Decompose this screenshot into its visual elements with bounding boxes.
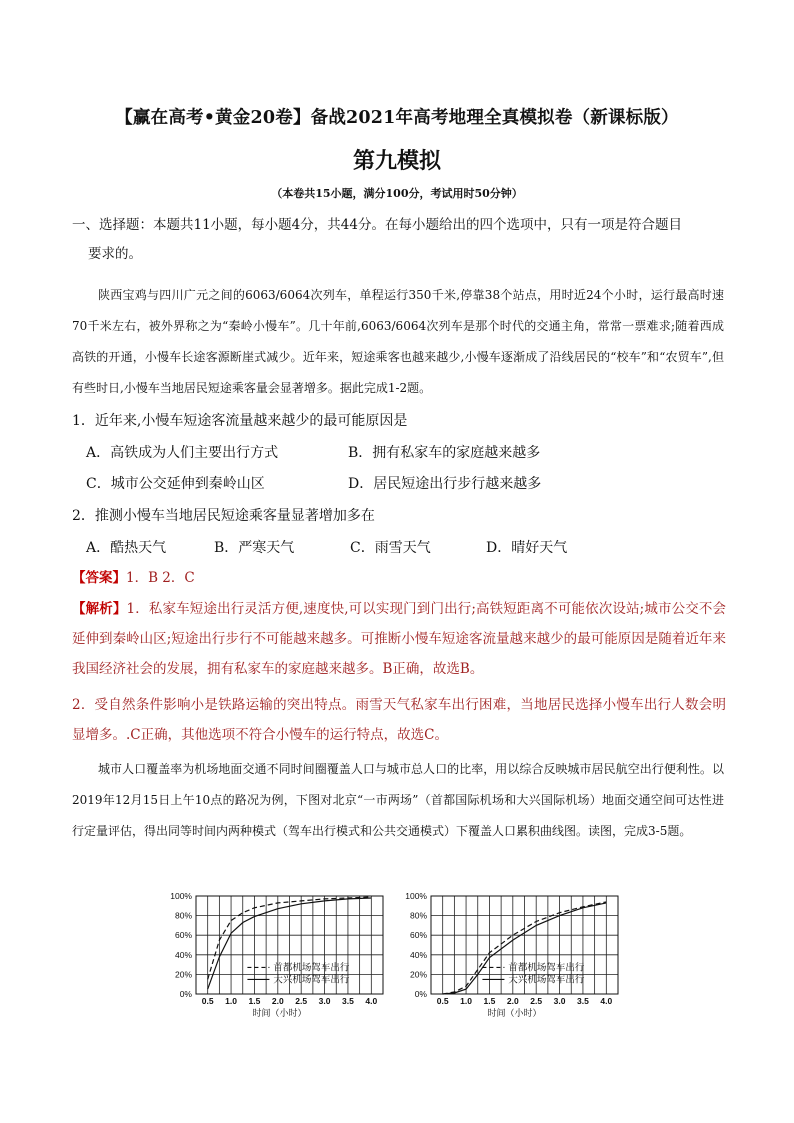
x-tick-label: 1.5 (248, 996, 261, 1006)
question-1-option-d: D．居民短途出行步行越来越多 (348, 476, 542, 492)
x-tick-label: 0.5 (436, 996, 449, 1006)
y-tick-label: 0% (414, 989, 427, 999)
question-1-option-a: A．高铁成为人们主要出行方式 (86, 445, 279, 461)
x-axis-label: 时间（小时） (252, 1008, 307, 1018)
page-subtitle: 第九模拟 (352, 148, 441, 174)
y-tick-label: 40% (409, 949, 427, 960)
analysis-paragraph-2: 2．受自然条件影响小是铁路运输的突出特点。雨雪天气私家车出行困难，当地居民选择小慢车出行人数会明显增多。.C正确，其他选项不符合小慢车的运行特点，故选C。 (72, 697, 726, 743)
y-tick-label: 60% (174, 930, 192, 941)
y-tick-label: 80% (409, 910, 427, 921)
x-tick-label: 3.5 (342, 996, 354, 1006)
x-tick-label: 3.5 (577, 996, 589, 1006)
y-tick-label: 20% (409, 969, 427, 980)
instruction-line-2: 要求的。 (88, 246, 142, 262)
answer-block (72, 563, 726, 593)
x-tick-label: 0.5 (201, 996, 214, 1006)
passage-1: 陕西宝鸡与四川广元之间的6063/6064次列车，单程运行350千米,停靠38个站点，用时近24个小时，运行最高时速70千米左右，被外界称之为“秦岭小慢车”。几十年前,6063/6064次列车是那个时代的交通主角，常常一票难求;随着西成高铁的开通，小慢车长途客源断崖式减少。近年来，短途乘客也越来越少,小慢车逐渐成了沿线居民的“校车”和“农贸车”,但有些时日,小慢车当地居民短途乘客量会显著增多。据此完成1-2题。 (72, 288, 724, 395)
x-tick-label: 2.5 (295, 996, 308, 1006)
x-axis-label: 时间（小时） (487, 1008, 542, 1018)
x-tick-label: 3.0 (318, 996, 331, 1006)
question-2-option-c: C．雨雪天气 (350, 540, 431, 556)
y-tick-label: 60% (409, 930, 427, 941)
analysis-paragraph-1: 1．私家车短途出行灵活方便,速度快,可以实现门到门出行;高铁短距离不可能依次设站;城市公交不会延伸到秦岭山区;短途出行步行不可能越来越多。可推断小慢车短途客流量越来越少的最可能原因是随着近年来我国经济社会的发展，拥有私家车的家庭越来越多。B正确，故选B。 (72, 601, 726, 677)
x-tick-label: 1.0 (225, 996, 237, 1006)
coverage-chart-driving-mode (160, 888, 405, 1020)
question-2-option-b: B．严寒天气 (214, 540, 295, 556)
y-tick-label: 20% (174, 969, 192, 980)
passage-2: 城市人口覆盖率为机场地面交通不同时间圈覆盖人口与城市总人口的比率，用以综合反映城市居民航空出行便利性。以2019年12月15日上午10点的路况为例，下图对北京“一市两场”（首都国际机场和大兴国际机场）地面交通空间可达性进行定量评估，得出同等时间内两种模式（驾车出行模式和公共交通模式）下覆盖人口累积曲线图。读图，完成3-5题。 (72, 762, 724, 838)
coverage-chart-public-transit-mode (395, 888, 640, 1020)
analysis-label: 【解析】 (72, 601, 127, 617)
legend-label: 大兴机场驾车出行 (508, 974, 585, 986)
question-2-option-d: D．晴好天气 (486, 540, 568, 556)
analysis-block-1 (72, 594, 726, 684)
y-tick-label: 80% (174, 910, 192, 921)
y-tick-label: 0% (179, 989, 192, 999)
x-tick-label: 4.0 (600, 996, 613, 1006)
answer-text: 1．B 2．C (126, 570, 195, 586)
legend-label: 首都机场驾车出行 (508, 962, 585, 974)
question-2-stem: 2．推测小慢车当地居民短途乘客量显著增加多在 (72, 508, 375, 524)
question-1-stem: 1．近年来,小慢车短途客流量越来越少的最可能原因是 (72, 413, 408, 429)
y-tick-label: 100% (170, 891, 192, 901)
legend-label: 首都机场驾车出行 (273, 962, 350, 974)
legend-label: 大兴机场驾车出行 (273, 974, 350, 986)
x-tick-label: 1.0 (460, 996, 472, 1006)
page-title: 【赢在高考•黄金20卷】备战2021年高考地理全真模拟卷（新课标版） (115, 108, 679, 128)
instruction-line-1: 一、选择题：本题共11小题，每小题4分，共44分。在每小题给出的四个选项中，只有一项是符合题目 (72, 217, 682, 233)
x-tick-label: 2.0 (506, 996, 519, 1006)
x-tick-label: 1.5 (483, 996, 496, 1006)
y-tick-label: 100% (405, 891, 427, 901)
x-tick-label: 4.0 (365, 996, 378, 1006)
question-1-option-b: B．拥有私家车的家庭越来越多 (348, 445, 541, 461)
answer-label: 【答案】 (72, 570, 126, 586)
x-tick-label: 3.0 (553, 996, 566, 1006)
y-tick-label: 40% (174, 949, 192, 960)
section-instruction (72, 211, 724, 269)
exam-meta: （本卷共15小题，满分100分，考试用时50分钟） (271, 187, 523, 200)
question-1-option-c: C．城市公交延伸到秦岭山区 (86, 476, 265, 492)
question-2-option-a: A．酷热天气 (86, 540, 167, 556)
x-tick-label: 2.0 (271, 996, 284, 1006)
x-tick-label: 2.5 (530, 996, 543, 1006)
